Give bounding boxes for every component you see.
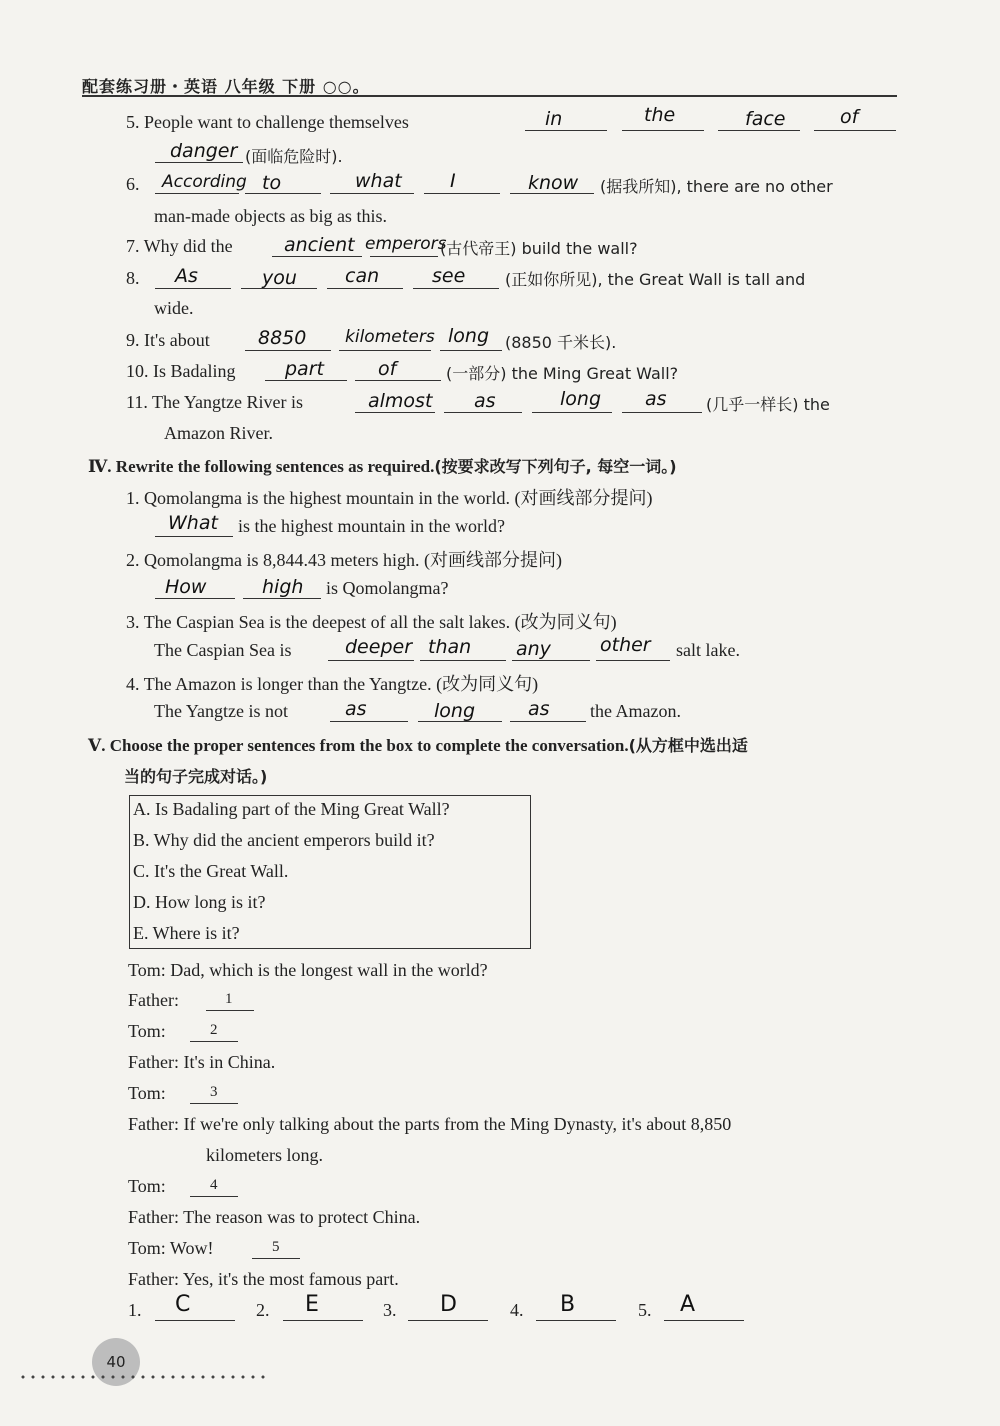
item-6-hint: (据我所知), there are no other bbox=[600, 177, 833, 196]
item-7: 7. Why did the bbox=[126, 236, 233, 256]
section-5-title-cont: 当的句子完成对话。) bbox=[124, 767, 268, 786]
dialogue-line: Tom: bbox=[128, 1083, 166, 1103]
handwritten-answer: almost bbox=[368, 390, 433, 412]
s4-q4: 4. The Amazon is longer than the Yangtze. (改为同义句) bbox=[126, 674, 539, 694]
option-c: C. It's the Great Wall. bbox=[133, 861, 289, 881]
handwritten-answer: in bbox=[545, 108, 563, 130]
page-header: 配套练习册・英语 八年级 下册 ○○。 bbox=[82, 77, 370, 96]
answer-label: 2. bbox=[256, 1300, 270, 1320]
blank-number: 5 bbox=[272, 1239, 280, 1255]
item-10-hint: (一部分) the Ming Great Wall? bbox=[446, 364, 679, 383]
item-9: 9. It's about bbox=[126, 330, 210, 350]
answer-label: 5. bbox=[638, 1300, 652, 1320]
blank-number: 4 bbox=[210, 1177, 218, 1193]
handwritten-answer: A bbox=[680, 1292, 696, 1317]
blank bbox=[424, 193, 500, 194]
item-8-hint: (正如你所见), the Great Wall is tall and bbox=[505, 270, 806, 289]
item-5: 5. People want to challenge themselves bbox=[126, 112, 409, 132]
dialogue-line: Father: If we're only talking about the parts from the Ming Dynasty, it's about 8,850 bbox=[128, 1114, 732, 1134]
s4-q4-pre: The Yangtze is not bbox=[154, 701, 288, 721]
handwritten-answer: B bbox=[560, 1292, 576, 1317]
blank bbox=[245, 193, 321, 194]
handwritten-answer: danger bbox=[170, 140, 238, 162]
dialogue-line: Tom: bbox=[128, 1021, 166, 1041]
blank bbox=[328, 660, 414, 661]
item-11: 11. The Yangtze River is bbox=[126, 392, 304, 412]
handwritten-answer: emperors bbox=[365, 234, 447, 254]
section-5-title: Ⅴ. Choose the proper sentences from the box to complete the conversation.(从方框中选出适 bbox=[88, 736, 748, 755]
handwritten-answer: of bbox=[840, 106, 859, 128]
handwritten-answer: kilometers bbox=[345, 327, 435, 347]
answer-label: 1. bbox=[128, 1300, 142, 1320]
footer-dots bbox=[18, 1375, 268, 1379]
handwritten-answer: long bbox=[560, 388, 602, 410]
blank bbox=[525, 130, 607, 131]
handwritten-answer: E bbox=[305, 1292, 319, 1317]
blank bbox=[155, 1320, 235, 1321]
s4-q1: 1. Qomolangma is the highest mountain in the world. (对画线部分提问) bbox=[126, 488, 653, 508]
item-6-num: 6. bbox=[126, 174, 140, 194]
blank bbox=[532, 412, 612, 413]
blank-number: 2 bbox=[210, 1022, 218, 1038]
handwritten-answer: other bbox=[600, 634, 651, 656]
s4-q3-post: salt lake. bbox=[676, 640, 740, 660]
handwritten-answer: face bbox=[745, 108, 786, 130]
dialogue-line: kilometers long. bbox=[206, 1145, 323, 1165]
handwritten-answer: as bbox=[645, 388, 667, 410]
blank bbox=[339, 350, 431, 351]
dialogue-line: Father: The reason was to protect China. bbox=[128, 1207, 421, 1227]
handwritten-answer: you bbox=[262, 267, 297, 289]
handwritten-answer: to bbox=[262, 172, 282, 194]
item-11-hint: (几乎一样长) the bbox=[706, 395, 830, 414]
page-number: 40 bbox=[92, 1338, 140, 1386]
s4-q1-answer-line: is the highest mountain in the world? bbox=[238, 516, 505, 536]
handwritten-answer: As bbox=[175, 265, 198, 287]
item-11-cont: Amazon River. bbox=[164, 423, 273, 443]
handwritten-answer: According bbox=[162, 172, 247, 192]
handwritten-answer: of bbox=[378, 358, 397, 380]
dialogue-line: Tom: Wow! bbox=[128, 1238, 214, 1258]
blank bbox=[440, 350, 502, 351]
blank-number: 1 bbox=[225, 991, 233, 1007]
blank bbox=[622, 412, 702, 413]
answer-label: 3. bbox=[383, 1300, 397, 1320]
blank bbox=[536, 1320, 616, 1321]
dialogue-line: Father: bbox=[128, 990, 179, 1010]
s4-q2-answer-line: is Qomolangma? bbox=[326, 578, 449, 598]
handwritten-answer: can bbox=[345, 265, 380, 287]
s4-q3: 3. The Caspian Sea is the deepest of all the salt lakes. (改为同义句) bbox=[126, 612, 617, 632]
dialogue-line: Father: It's in China. bbox=[128, 1052, 276, 1072]
blank bbox=[155, 288, 231, 289]
handwritten-answer: How bbox=[165, 576, 207, 598]
blank bbox=[206, 1010, 254, 1011]
header-rule bbox=[82, 95, 897, 97]
item-7-hint: (古代帝王) build the wall? bbox=[440, 239, 638, 258]
handwritten-answer: part bbox=[285, 358, 324, 380]
dialogue-line: Father: Yes, it's the most famous part. bbox=[128, 1269, 399, 1289]
blank bbox=[718, 130, 800, 131]
blank bbox=[355, 412, 435, 413]
handwritten-answer: what bbox=[355, 170, 402, 192]
item-5-hint: (面临危险时). bbox=[245, 147, 343, 166]
blank bbox=[330, 193, 414, 194]
dialogue-line: Tom: bbox=[128, 1176, 166, 1196]
handwritten-answer: the bbox=[644, 104, 676, 126]
handwritten-answer: know bbox=[528, 172, 579, 194]
blank bbox=[596, 660, 670, 661]
item-10: 10. Is Badaling bbox=[126, 361, 236, 381]
handwritten-answer: high bbox=[262, 576, 304, 598]
blank bbox=[243, 598, 321, 599]
handwritten-answer: long bbox=[448, 325, 490, 347]
blank bbox=[265, 380, 347, 381]
blank bbox=[155, 193, 239, 194]
answer-label: 4. bbox=[510, 1300, 524, 1320]
blank bbox=[355, 380, 441, 381]
blank bbox=[252, 1258, 300, 1259]
blank bbox=[622, 130, 704, 131]
blank bbox=[245, 350, 331, 351]
handwritten-answer: D bbox=[440, 1292, 457, 1317]
item-6-cont: man-made objects as big as this. bbox=[154, 206, 387, 226]
blank bbox=[155, 162, 243, 163]
blank bbox=[370, 256, 438, 257]
option-d: D. How long is it? bbox=[133, 892, 266, 912]
dialogue-line: Tom: Dad, which is the longest wall in the world? bbox=[128, 960, 488, 980]
blank bbox=[327, 288, 403, 289]
blank bbox=[413, 288, 499, 289]
option-a: A. Is Badaling part of the Ming Great Wall? bbox=[133, 799, 450, 819]
handwritten-answer: than bbox=[428, 636, 472, 658]
handwritten-answer: C bbox=[175, 1292, 191, 1317]
s4-q3-pre: The Caspian Sea is bbox=[154, 640, 292, 660]
handwritten-answer: as bbox=[528, 698, 550, 720]
blank bbox=[190, 1196, 238, 1197]
handwritten-answer: any bbox=[516, 638, 551, 660]
blank bbox=[190, 1103, 238, 1104]
handwritten-answer: What bbox=[168, 512, 218, 534]
handwritten-answer: deeper bbox=[345, 636, 413, 658]
blank bbox=[283, 1320, 363, 1321]
item-8-cont: wide. bbox=[154, 298, 194, 318]
blank bbox=[444, 412, 522, 413]
blank bbox=[272, 256, 362, 257]
handwritten-answer: I bbox=[450, 170, 456, 192]
blank bbox=[512, 660, 590, 661]
s4-q2: 2. Qomolangma is 8,844.43 meters high. (对画线部分提问) bbox=[126, 550, 562, 570]
blank bbox=[330, 721, 408, 722]
blank-number: 3 bbox=[210, 1084, 218, 1100]
blank bbox=[510, 721, 586, 722]
item-8-num: 8. bbox=[126, 268, 140, 288]
blank bbox=[190, 1041, 238, 1042]
option-e: E. Where is it? bbox=[133, 923, 240, 943]
option-b: B. Why did the ancient emperors build it? bbox=[133, 830, 435, 850]
s4-q4-post: the Amazon. bbox=[590, 701, 681, 721]
section-4-title: Ⅳ. Rewrite the following sentences as required.(按要求改写下列句子, 每空一词。) bbox=[88, 457, 677, 476]
blank bbox=[155, 536, 233, 537]
blank bbox=[420, 660, 506, 661]
blank bbox=[155, 598, 235, 599]
handwritten-answer: ancient bbox=[284, 234, 355, 256]
blank bbox=[664, 1320, 744, 1321]
blank bbox=[814, 130, 896, 131]
handwritten-answer: as bbox=[474, 390, 496, 412]
blank bbox=[408, 1320, 488, 1321]
handwritten-answer: long bbox=[434, 700, 476, 722]
item-9-hint: (8850 千米长). bbox=[505, 333, 617, 352]
handwritten-answer: as bbox=[345, 698, 367, 720]
handwritten-answer: 8850 bbox=[258, 327, 307, 349]
handwritten-answer: see bbox=[432, 265, 466, 287]
